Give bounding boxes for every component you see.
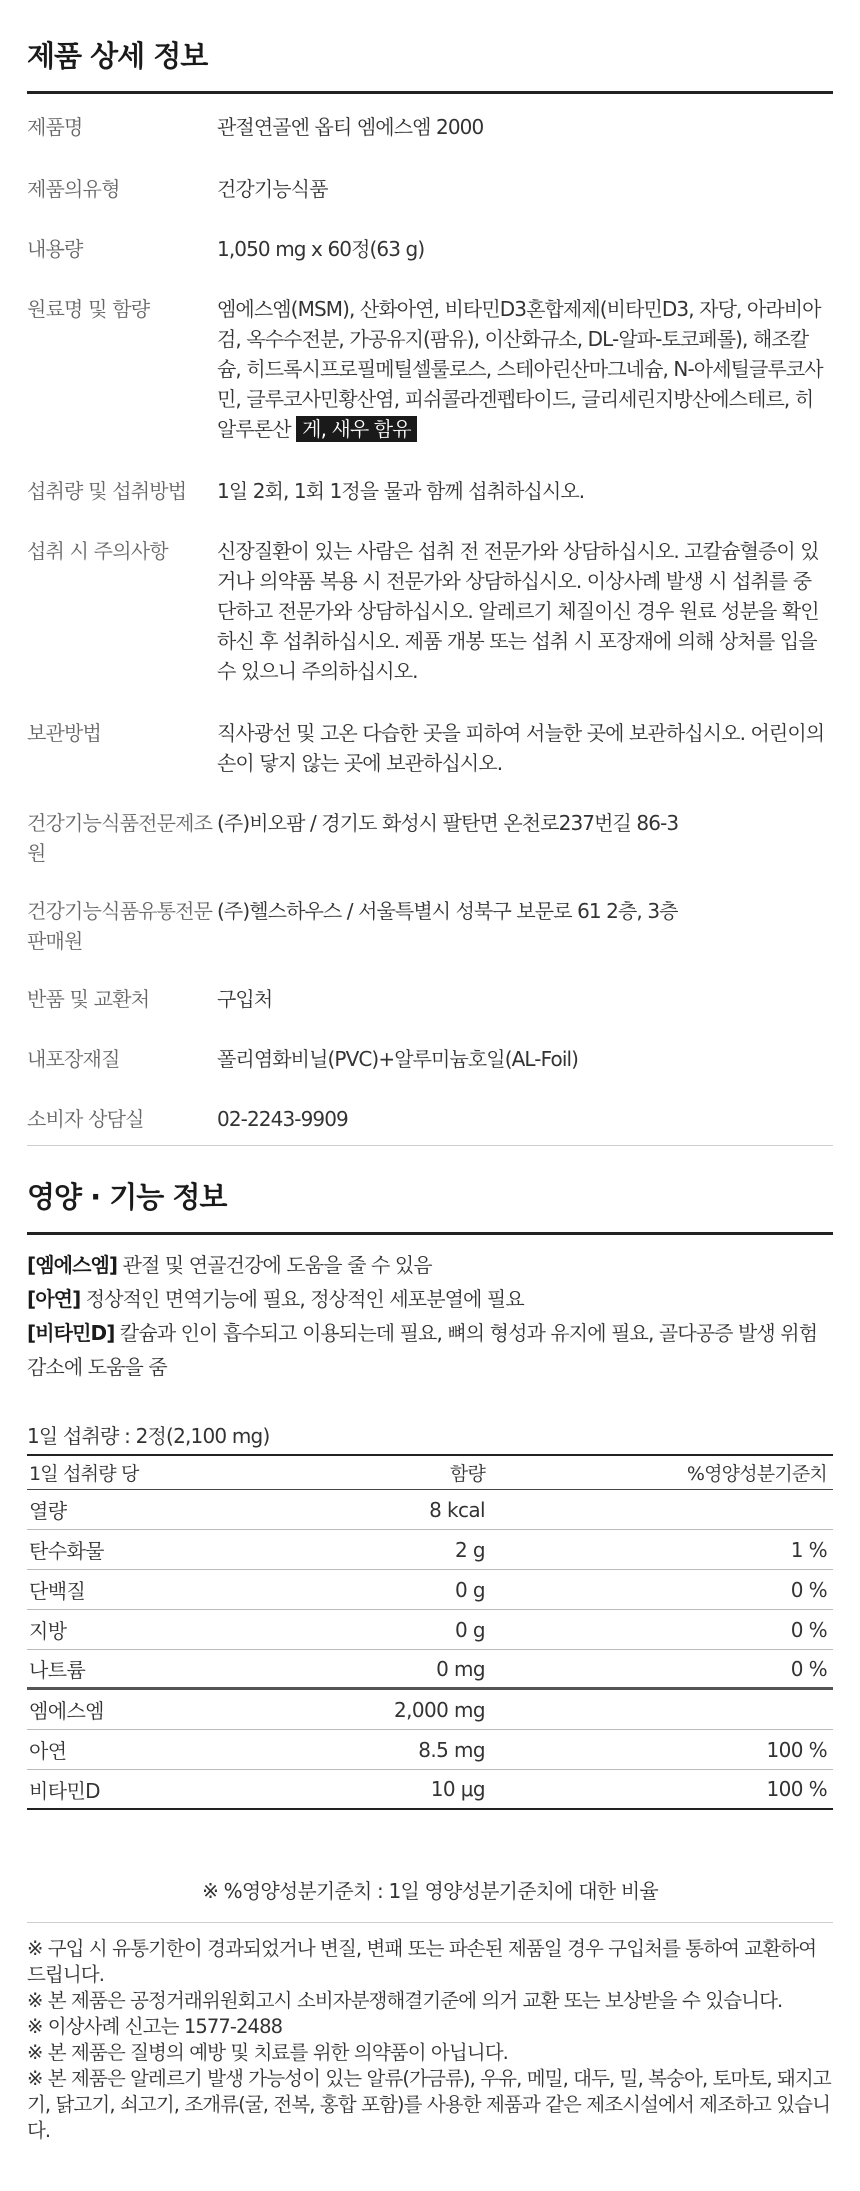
- details-bottom-divider: [27, 1145, 833, 1146]
- notes-list: [27, 1936, 833, 2144]
- row-pct: 100 %: [766, 1777, 827, 1801]
- row-name: 단백질: [29, 1579, 86, 1603]
- functional-text: 정상적인 면역기능에 필요, 정상적인 세포분열에 필요: [80, 1287, 524, 1311]
- detail-value: 직사광선 및 고온 다습한 곳을 피하여 서늘한 곳에 보관하십시오. 어린이의 손이 닿지 않는 곳에 보관하십시오.: [217, 721, 825, 775]
- table-row: [27, 1730, 833, 1770]
- detail-label: 소비자 상담실: [27, 1107, 144, 1131]
- detail-value: 1일 2회, 1회 1정을 물과 함께 섭취하십시오.: [217, 479, 585, 503]
- detail-label: 섭취 시 주의사항: [27, 539, 168, 563]
- note-item: ※ 본 제품은 알레르기 발생 가능성이 있는 알류(가금류), 우유, 메밀, 대두, 밀, 복숭아, 토마토, 돼지고기, 닭고기, 쇠고기, 조개류(굴, 전복, 홍합 포함)를 사용한 제품과 같은 제조시설에서 제조하고 있습니다.: [27, 2067, 831, 2142]
- notes-divider: [27, 1922, 833, 1923]
- header-name: 1일 섭취량 당: [29, 1463, 139, 1485]
- detail-row-product-type: [27, 174, 833, 204]
- header-pct: %영양성분기준치: [686, 1463, 827, 1485]
- row-pct: 0 %: [790, 1656, 827, 1681]
- detail-label: 건강기능식품전문제조원: [27, 811, 213, 865]
- detail-row-cautions: [27, 536, 833, 686]
- functional-list: [27, 1248, 833, 1384]
- detail-value: (주)비오팜 / 경기도 화성시 팔탄면 온천로237번길 86-3: [217, 811, 679, 835]
- ingredients-text: 엠에스엠(MSM), 산화아연, 비타민D3혼합제제(비타민D3, 자당, 아라비아검, 옥수수전분, 가공유지(팜유), 이산화규소, DL-알파-토코페롤), 해조칼슘, 히드록시프로필메틸셀룰로스, 스테아린산마그네슘, N-아세틸글루코사민, 글루코사민황산염, 피쉬콜라겐펩타이드, 글리세린지방산에스테르, 히알루론산: [217, 297, 823, 441]
- nutrition-table-header: [27, 1454, 833, 1490]
- detail-row-product-name: [27, 112, 833, 142]
- details-title: 제품 상세 정보: [27, 39, 208, 73]
- detail-value: 폴리염화비닐(PVC)+알루미늄호일(AL-Foil): [217, 1047, 579, 1071]
- detail-label: 건강기능식품유통전문판매원: [27, 899, 213, 953]
- note-item: ※ 본 제품은 질병의 예방 및 치료를 위한 의약품이 아닙니다.: [27, 2041, 508, 2064]
- functional-divider: [27, 1232, 833, 1235]
- row-pct: 1 %: [790, 1537, 827, 1562]
- detail-row-manufacturer: [27, 808, 833, 868]
- detail-value-ingredients: [217, 294, 829, 444]
- detail-label: 섭취량 및 섭취방법: [27, 479, 187, 503]
- row-name: 비타민D: [29, 1778, 100, 1803]
- table-row: [27, 1570, 833, 1610]
- detail-label: 제품명: [27, 115, 83, 139]
- title-divider: [27, 91, 833, 94]
- functional-tag: [아연]: [27, 1287, 81, 1311]
- detail-value: 02-2243-9909: [217, 1107, 348, 1131]
- row-pct: 0 %: [790, 1617, 827, 1642]
- functional-item-msm: [27, 1248, 833, 1282]
- detail-label: 반품 및 교환처: [27, 987, 150, 1011]
- serving-size: 1일 섭취량 : 2정(2,100 mg): [27, 1424, 270, 1448]
- detail-label: 원료명 및 함량: [27, 297, 150, 321]
- functional-item-zinc: [27, 1282, 833, 1316]
- row-name: 나트륨: [29, 1658, 86, 1682]
- detail-row-storage: [27, 718, 833, 778]
- table-row: [27, 1690, 833, 1730]
- nutrition-table: [27, 1454, 833, 1810]
- functional-title: 영양 · 기능 정보: [27, 1180, 227, 1214]
- note-item: ※ 본 제품은 공정거래위원회고시 소비자분쟁해결기준에 의거 교환 또는 보상받을 수 있습니다.: [27, 1989, 783, 2012]
- table-row: [27, 1490, 833, 1530]
- row-amount: 8.5 mg: [418, 1737, 485, 1762]
- table-row: [27, 1610, 833, 1650]
- row-name: 탄수화물: [29, 1539, 104, 1563]
- note-item: ※ 구입 시 유통기한이 경과되었거나 변질, 변패 또는 파손된 제품일 경우 구입처를 통하여 교환하여 드립니다.: [27, 1937, 817, 1986]
- row-amount: 2,000 mg: [394, 1697, 485, 1722]
- row-amount: 8 kcal: [429, 1497, 485, 1522]
- detail-value: 1,050 mg x 60정(63 g): [217, 237, 425, 261]
- functional-tag: [엠에스엠]: [27, 1253, 118, 1277]
- row-amount: 2 g: [455, 1537, 485, 1562]
- detail-row-ingredients: [27, 294, 833, 444]
- table-row: [27, 1770, 833, 1810]
- detail-label: 보관방법: [27, 721, 102, 745]
- row-name: 엠에스엠: [29, 1699, 104, 1723]
- functional-tag: [비타민D]: [27, 1321, 115, 1345]
- nutrition-footnote: ※ %영양성분기준치 : 1일 영양성분기준치에 대한 비율: [202, 1879, 658, 1903]
- row-name: 지방: [29, 1619, 67, 1643]
- row-name: 열량: [29, 1499, 67, 1523]
- detail-value: (주)헬스하우스 / 서울특별시 성북구 보문로 61 2층, 3층: [217, 899, 678, 923]
- detail-row-packaging: [27, 1044, 833, 1074]
- row-amount: 0 g: [455, 1617, 485, 1642]
- functional-text: 관절 및 연골건강에 도움을 줄 수 있음: [117, 1253, 432, 1277]
- header-amount: 함량: [449, 1463, 485, 1485]
- functional-item-vitamin-d: [27, 1316, 833, 1384]
- row-name: 아연: [29, 1739, 67, 1763]
- detail-row-distributor: [27, 896, 833, 956]
- row-amount: 10 μg: [430, 1777, 485, 1801]
- detail-label: 내포장재질: [27, 1047, 120, 1071]
- functional-text: 칼슘과 인이 흡수되고 이용되는데 필요, 뼈의 형성과 유지에 필요, 골다공증 발생 위험 감소에 도움을 줌: [27, 1321, 818, 1379]
- row-amount: 0 g: [455, 1577, 485, 1602]
- detail-value: 신장질환이 있는 사람은 섭취 전 전문가와 상담하십시오. 고칼슘혈증이 있거나 의약품 복용 시 전문가와 상담하십시오. 이상사례 발생 시 섭취를 중단하고 전문가와 상담하십시오. 알레르기 체질이신 경우 원료 성분을 확인하신 후 섭취하십시오. 제품 개봉 또는 섭취 시 포장재에 의해 상처를 입을 수 있으니 주의하십시오.: [217, 539, 819, 683]
- detail-row-content-amount: [27, 234, 833, 264]
- detail-value: 구입처: [217, 987, 273, 1011]
- allergen-highlight: 게, 새우 함유: [296, 416, 416, 442]
- table-row: [27, 1650, 833, 1690]
- detail-value: 건강기능식품: [217, 177, 328, 201]
- detail-row-consumer-center: [27, 1104, 833, 1134]
- detail-label: 내용량: [27, 237, 83, 261]
- detail-row-intake: [27, 476, 833, 506]
- row-amount: 0 mg: [436, 1656, 485, 1681]
- table-row: [27, 1530, 833, 1570]
- row-pct: 100 %: [766, 1737, 827, 1762]
- note-item: ※ 이상사례 신고는 1577-2488: [27, 2015, 283, 2038]
- detail-value: 관절연골엔 옵티 엠에스엠 2000: [217, 115, 484, 139]
- row-pct: 0 %: [790, 1577, 827, 1602]
- detail-row-returns: [27, 984, 833, 1014]
- detail-label: 제품의유형: [27, 177, 120, 201]
